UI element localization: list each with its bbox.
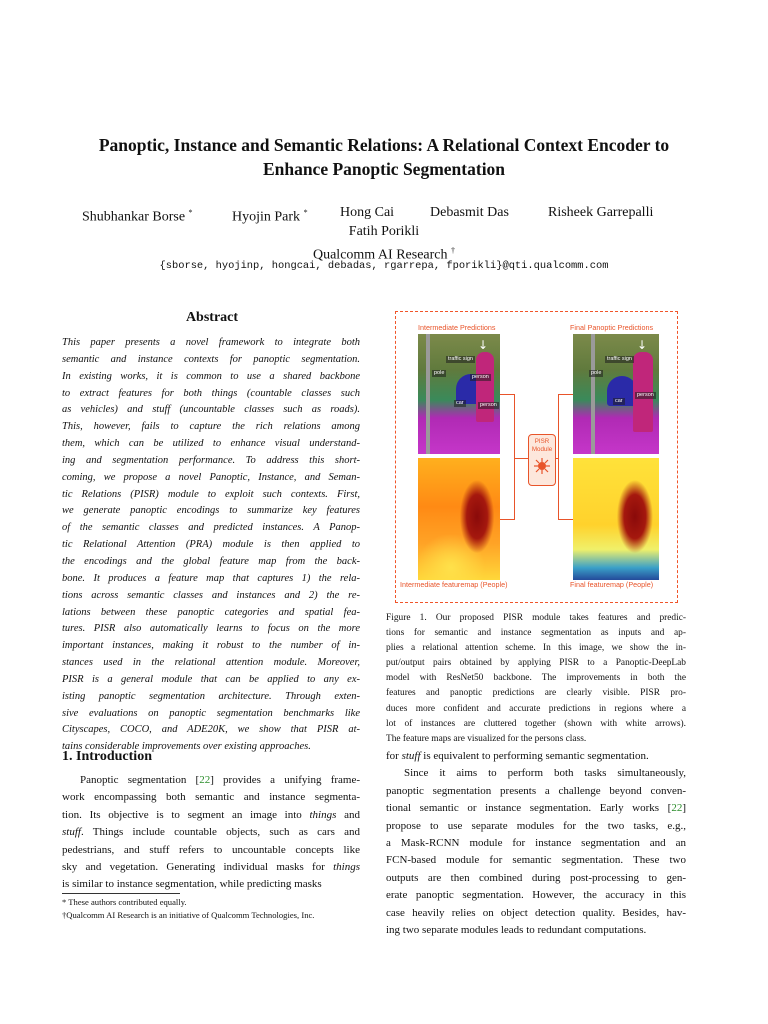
caption-line: The feature maps are visualized for the persons class. [386, 733, 587, 744]
footnote-1: * These authors contributed equally. [62, 897, 187, 907]
footnote-2: †Qualcomm AI Research is an initiative of Qualcomm Technologies, Inc. [62, 910, 315, 920]
citation-link[interactable]: 22 [199, 774, 211, 786]
author-5: Risheek Garrepalli [548, 205, 654, 220]
text-span: a Mask-RCNN module for instance segmentation and an [386, 837, 686, 850]
intro-line [62, 876, 360, 893]
text-span: and [336, 808, 360, 821]
emphasis-text: stuff [401, 750, 421, 762]
section-heading-introduction: 1. Introduction [62, 749, 152, 764]
abstract-line: tains considerable improvements over existing approaches. [62, 741, 311, 753]
abstract-line: tures. PISR also automatically learns to focus on the more [62, 623, 360, 635]
abstract-line: we generate panoptic encodings to summarize key features [62, 505, 360, 517]
abstract-line: semantic and instance contexts for panoptic segmentation. [62, 353, 360, 365]
connector-left [500, 394, 515, 520]
right-col-line [386, 765, 686, 782]
text-span: for [386, 750, 402, 762]
abstract-line: tic Relational Attention (PRA) module is then applied to [62, 539, 360, 551]
connector-right-stub [556, 458, 558, 459]
affiliation: Qualcomm AI Research † [312, 246, 455, 263]
intro-line [62, 824, 360, 841]
title-line-2: Enhance Panoptic Segmentation [262, 159, 506, 179]
caption-line: lot of instances are cluttered together (shown with white arrows). [386, 718, 686, 729]
abstract-line: This paper presents a novel framework to integrate both [62, 337, 360, 348]
intermediate-featuremap-image [418, 458, 500, 580]
abstract-line: stances used in the relational attention module. Moreover, [62, 657, 360, 669]
abstract-line: bone. It produces a feature map that captures 1) the rela- [62, 572, 360, 584]
abstract-line: tic Relations (PISR) module to exploit such contexts. First, [62, 488, 360, 500]
caption-line: features and panoptic predictions are clearly visible. PISR pro- [386, 688, 686, 699]
intro-line [62, 842, 360, 859]
tag-traffic-sign: traffic sign [607, 356, 632, 362]
intermediate-prediction-image [418, 334, 500, 454]
abstract-line: PISR is a general module that can be applied to any ex- [62, 673, 360, 685]
abstract-heading: Abstract [185, 310, 239, 325]
pisr-module-box [528, 434, 556, 486]
right-col-line [386, 905, 686, 922]
tag-car: car [456, 400, 464, 406]
author-block [60, 203, 708, 265]
abstract-line: as vehicles) and stuff (uncountable classes such as roads). [62, 404, 360, 416]
abstract-line: sive evaluations on panoptic segmentation benchmarks like [62, 707, 360, 719]
text-span: Since it aims to perform both tasks simultaneously, [404, 767, 686, 780]
text-span: erate panoptic segmentation. However, the accuracy in this [386, 889, 686, 902]
emphasis-text: stuff [62, 826, 81, 839]
pole-shape [591, 334, 595, 454]
introduction-body-continued [386, 748, 686, 939]
author-4: Debasmit Das [430, 205, 509, 220]
tag-person: person [637, 392, 654, 398]
connector-left-stub [514, 458, 528, 459]
tag-person: person [472, 374, 489, 380]
right-col-line [386, 870, 686, 887]
caption-line: put/output pairs obtained by applying PISR to a Panoptic-DeepLab [386, 658, 686, 669]
right-col-line [386, 818, 686, 835]
figure-label-final-featuremap: Final featuremap (People) [570, 580, 654, 589]
author-3: Hong Cai [340, 205, 395, 220]
text-span: panoptic segmentation presents a challenge beyond conven- [386, 784, 686, 797]
abstract-line: them, which can be utilized to enhance visual understand- [62, 438, 360, 450]
pole-shape [426, 334, 430, 454]
caption-line: Figure 1. Our proposed PISR module takes features and predic- [386, 613, 686, 623]
intro-line [62, 772, 360, 789]
text-span: FCN-based module for semantic segmentation. These two [386, 854, 686, 867]
text-span: tional semantic or instance segmentation. Early works [ [386, 802, 672, 815]
tag-pole: pole [434, 370, 445, 376]
white-arrow-icon: ↓ [478, 338, 489, 352]
caption-line: tions for semantic and instance segmentation as inputs and ap- [386, 628, 686, 639]
text-span: work encompassing both semantic and instance segmenta- [62, 791, 360, 804]
author-6: Fatih Porikli [348, 224, 420, 239]
right-col-line [386, 748, 686, 765]
person-shape [476, 352, 494, 422]
text-span: outputs are then combined during post-processing to gen- [386, 871, 686, 884]
intro-line [62, 807, 360, 824]
right-col-line [386, 800, 686, 817]
abstract-line: of the semantic classes and predicted instances. A Panop- [62, 522, 360, 534]
abstract-line: the encodings and the global feature map from the back- [62, 555, 360, 567]
caption-line: model with ResNet50 backbone. The improvements in both the [386, 673, 686, 684]
figure-label-intermediate-predictions: Intermediate Predictions [418, 323, 496, 332]
right-col-line [386, 922, 686, 939]
final-featuremap-image [573, 458, 659, 580]
text-span: sky and vegetation. Generating individual masks for [62, 861, 334, 874]
abstract-line: lations between these panoptic categories and spatial fea- [62, 606, 360, 618]
title-line-1: Panoptic, Instance and Semantic Relations: A Relational Context Encoder to [98, 135, 670, 155]
caption-line: duces more confident and accurate predictions in regions where a [386, 703, 686, 714]
abstract-line: tions across semantic classes and instances and 2) the re- [62, 589, 360, 601]
pisr-module-label: PISR [534, 438, 550, 445]
abstract-line: to extract features for both things (countable classes such [62, 387, 360, 399]
abstract-line: isting panoptic segmentation architecture. Through exten- [62, 690, 360, 702]
caption-line: plies a relational attention scheme. In this image, we show the in- [386, 643, 686, 654]
right-col-line [386, 852, 686, 869]
tag-pole: pole [591, 370, 602, 376]
right-col-line [386, 887, 686, 904]
right-col-line [386, 783, 686, 800]
network-icon [533, 457, 551, 475]
author-1: Shubhankar Borse * [82, 208, 193, 225]
text-span: is similar to instance segmentation, while predicting masks [62, 878, 322, 891]
final-prediction-image [573, 334, 659, 454]
pisr-module-sublabel: Module [531, 446, 553, 453]
author-emails: {sborse, hyojinp, hongcai, debadas, rgarrepa, fporikli}@qti.qualcomm.com [159, 260, 609, 272]
emphasis-text: things [333, 861, 360, 874]
emphasis-text: things [309, 808, 337, 821]
white-arrow-icon: ↓ [637, 338, 648, 352]
text-span: . Things include countable objects, such as cars and [80, 826, 360, 839]
tag-traffic-sign: traffic sign [448, 356, 473, 362]
text-span: case heavily relies on object detection quality. Besides, hav- [386, 906, 686, 919]
text-span: ] provides a unifying frame- [210, 774, 360, 786]
text-span: Panoptic segmentation [ [80, 774, 200, 786]
figure-label-intermediate-featuremap: Intermediate featuremap (People) [400, 580, 508, 589]
abstract-body [62, 335, 360, 756]
intro-line [62, 859, 360, 876]
text-span: is equivalent to performing semantic segmentation. [420, 750, 649, 762]
abstract-line: coming, we propose a novel Panoptic, Instance, and Seman- [62, 471, 360, 483]
tag-person: person [480, 402, 497, 408]
figure-1-caption [386, 611, 686, 747]
abstract-line: This, however, fails to capture the rich relations among [62, 421, 360, 433]
intro-line [62, 789, 360, 806]
figure-label-final-predictions: Final Panoptic Predictions [570, 323, 654, 332]
abstract-line: important instances, making it robust to the number of in- [62, 640, 360, 652]
text-span: propose to use separate modules for the two tasks, e.g., [386, 819, 686, 832]
footnotes [62, 896, 362, 922]
citation-link[interactable]: 22 [671, 802, 683, 815]
abstract-line: ing and segmentation performance. To address this short- [62, 454, 360, 466]
author-2: Hyojin Park * [232, 208, 308, 225]
text-span: pedestrians, and stuff refers to uncountable concepts like [62, 843, 360, 856]
abstract-line: Cityscapes, COCO, and ADE20K, we show that PISR at- [62, 724, 360, 736]
introduction-body [62, 772, 360, 894]
paper-title [60, 133, 708, 181]
abstract-line: In existing works, it is common to use a shared backbone [62, 370, 360, 382]
footnote-rule [62, 893, 180, 894]
connector-right [558, 394, 573, 520]
text-span: tion. Its objective is to segment an image into [62, 808, 310, 821]
text-span: ing two separate modules leads to redundant computations. [386, 924, 647, 937]
right-col-line [386, 835, 686, 852]
text-span: ] [682, 802, 686, 815]
tag-car: car [615, 398, 623, 404]
